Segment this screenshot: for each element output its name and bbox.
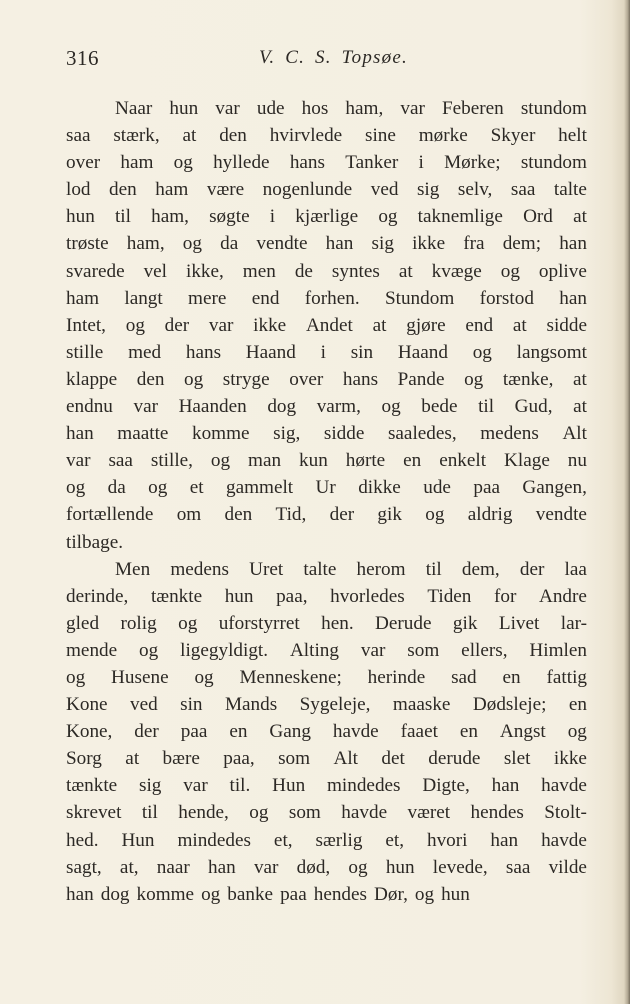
text-line: og Husene og Menneskene; herinde sad en fattig (66, 666, 587, 688)
running-head: V. C. S. Topsøe. (259, 47, 408, 68)
text-line: trøste ham, og da vendte han sig ikke fra dem; han (66, 233, 587, 255)
text-line: Naar hun var ude hos ham, var Feberen stundom (115, 98, 587, 119)
text-line: stille med hans Haand i sin Haand og langsomt (66, 341, 587, 363)
text-line: fortællende om den Tid, der gik og aldrig vendte (66, 504, 587, 526)
text-line: Kone, der paa en Gang havde faaet en Angst og (66, 721, 587, 743)
text-line: Kone ved sin Mands Sygeleje, maaske Dødsleje; en (66, 694, 587, 716)
text-line: tilbage. (66, 531, 124, 553)
text-line: over ham og hyllede hans Tanker i Mørke; stundom (66, 152, 587, 174)
text-line: derinde, tænkte hun paa, hvorledes Tiden for Andre (66, 585, 587, 607)
text-line: og da og et gammelt Ur dikke ude paa Gangen, (66, 477, 587, 499)
text-line: Men medens Uret talte herom til dem, der laa (115, 558, 587, 580)
page-header (66, 46, 587, 76)
text-line: tænkte sig var til. Hun mindedes Digte, han havde (66, 775, 587, 797)
text-line: gled rolig og uforstyrret hen. Derude gik Livet lar- (66, 612, 587, 634)
text-line: endnu var Haanden dog varm, og bede til Gud, at (66, 396, 587, 418)
text-line: ham langt mere end forhen. Stundom forstod han (66, 287, 587, 309)
text-line: han maatte komme sig, sidde saaledes, medens Alt (66, 423, 587, 445)
text-line: Sorg at bære paa, som Alt det derude slet ikke (66, 748, 587, 770)
text-line: saa stærk, at den hvirvlede sine mørke Skyer helt (66, 125, 587, 147)
text-line: var saa stille, og man kun hørte en enkelt Klage nu (66, 450, 587, 472)
text-line: Intet, og der var ikke Andet at gjøre end at sidde (66, 314, 587, 336)
page-number: 316 (66, 46, 99, 70)
text-line: klappe den og stryge over hans Pande og tænke, at (66, 368, 587, 390)
text-line: hed. Hun mindedes et, særlig et, hvori han havde (66, 829, 587, 851)
page-edge-shadow (624, 0, 630, 1004)
text-line: svarede vel ikke, men de syntes at kvæge og oplive (66, 260, 587, 282)
text-line: sagt, at, naar han var død, og hun levede, saa vilde (66, 856, 587, 878)
text-line: han dog komme og banke paa hendes Dør, og hun (66, 883, 470, 905)
body-text (66, 95, 587, 908)
text-line: lod den ham være nogenlunde ved sig selv, saa talte (66, 179, 587, 201)
text-line: skrevet til hende, og som havde været hendes Stolt- (66, 802, 587, 824)
text-line: hun til ham, søgte i kjærlige og taknemlige Ord at (66, 206, 587, 228)
text-line: mende og ligegyldigt. Alting var som ellers, Himlen (66, 639, 587, 661)
